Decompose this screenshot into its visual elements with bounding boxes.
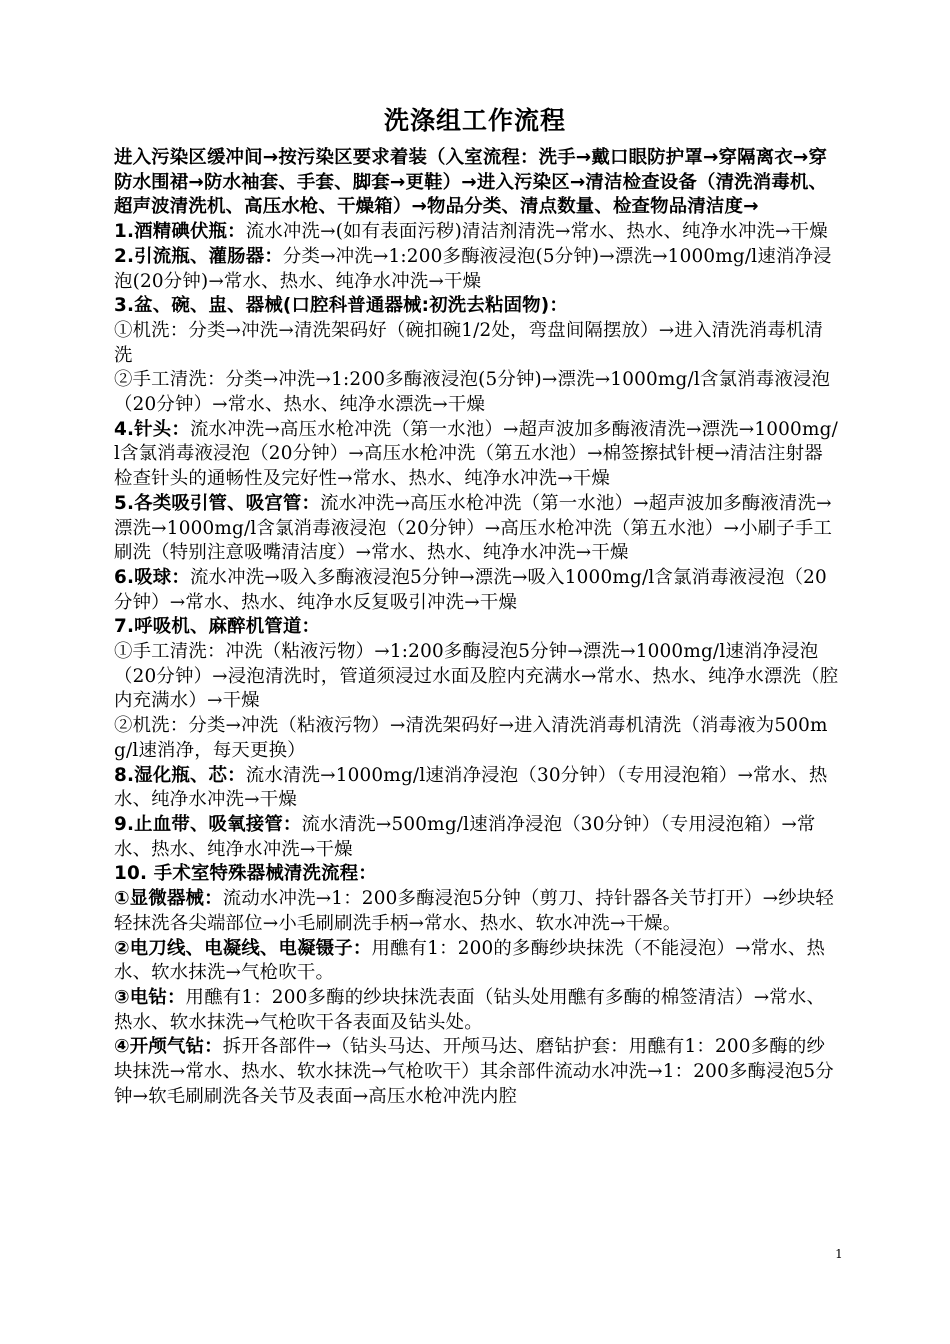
paragraph-heading: 7.呼吸机、麻醉机管道： [114,616,321,638]
paragraph [114,294,840,319]
paragraph-text: 流水冲洗→(如有表面污秽)清洁剂清洗→常水、热水、纯净水冲洗→干燥 [245,221,828,243]
paragraph [114,937,840,986]
paragraph-text: ①手工清洗：冲洗（粘液污物）→1:200多酶浸泡5分钟→漂洗→1000mg/l速消净浸泡（20分钟）→浸泡清洗时，管道须浸过水面及腔内充满水→常水、热水、纯净水漂洗（腔内充满水）→干燥 [114,641,839,712]
paragraph-heading: ③电钻： [114,986,186,1008]
paragraph [114,220,840,245]
document-title: 洗涤组工作流程 [383,106,566,135]
paragraph-heading: 10. 手术室特殊器械清洗流程： [114,863,377,885]
paragraph [114,566,840,615]
paragraph-heading: 9.止血带、吸氧接管： [114,813,302,835]
paragraph [114,986,840,1035]
paragraph-heading: ①显微器械： [114,888,223,910]
paragraph [114,640,840,714]
paragraph-text: 用醮有1：200多酶的纱块抹洗表面（钻头处用醮有多酶的棉签清洁）→常水、热水、软水抹洗→气枪吹干各表面及钻头处。 [114,986,826,1033]
paragraph-text: 流动水冲洗→1：200多酶浸泡5分钟（剪刀、持针器各关节打开）→纱块轻轻抹洗各尖端部位→小毛刷刷洗手柄→常水、热水、软水冲洗→干燥。 [114,888,834,934]
paragraph [114,319,840,368]
paragraph-heading: 5.各类吸引管、吸宫管： [114,492,321,514]
paragraph-text: 用醮有1：200的多酶纱块抹洗（不能浸泡）→常水、热水、软水抹洗→气枪吹干。 [114,937,826,984]
paragraph-heading: ④开颅气钻： [114,1036,223,1058]
paragraph-text: ①机洗：分类→冲洗→清洗架码好（碗扣碗1/2处，弯盘间隔摆放）→进入清洗消毒机清洗 [114,319,824,366]
paragraph-heading: 1.酒精碘伏瓶： [114,221,246,243]
paragraph-heading: 3.盆、碗、盅、器械(口腔科普通器械:初洗去粘固物)： [114,295,568,317]
paragraph [114,245,840,294]
paragraph [114,146,840,220]
paragraph [114,862,840,887]
paragraph [114,813,840,862]
paragraph-text: 流水清洗→500mg/l速消净浸泡（30分钟）（专用浸泡箱）→常水、热水、纯净水冲洗→干燥 [114,813,816,860]
paragraph [114,418,840,492]
paragraph-heading: 8.湿化瓶、芯： [114,764,246,786]
paragraph [114,887,840,936]
page-number: 1 [835,1247,843,1261]
paragraph-text: 流水冲洗→高压水枪冲洗（第一水池）→超声波加多酶液清洗→漂洗→1000mg/l含氯消毒液浸泡（20分钟）→高压水枪冲洗（第五水池）→棉签擦拭针梗→清洁注射器检查针头的通畅性及完好性→常水、热水、纯净水冲洗→干燥 [114,418,838,490]
paragraph-heading: 进入污染区缓冲间→按污染区要求着装（入室流程：洗手→戴口眼防护罩→穿隔离衣→穿防水围裙→防水袖套、手套、脚套→更鞋）→进入污染区→清洁检查设备（清洗消毒机、超声波清洗机、高压水枪、干燥箱）→物品分类、清点数量、检查物品清洁度→ [114,147,828,218]
paragraph [114,492,840,566]
document-body [114,146,840,1109]
paragraph-text: 拆开各部件→（钻头马达、开颅马达、磨钻护套：用醮有1：200多酶的纱块抹洗→常水、热水、软水抹洗→气枪吹干）其余部件流动水冲洗→1：200多酶浸泡5分钟→软毛刷刷洗各关节及表面→高压水枪冲洗内腔 [114,1036,834,1107]
paragraph-text: 流水冲洗→高压水枪冲洗（第一水池）→超声波加多酶液清洗→漂洗→1000mg/l含氯消毒液浸泡（20分钟）→高压水枪冲洗（第五水池）→小刷子手工刷洗（特别注意吸嘴清洁度）→常水、热水、纯净水冲洗→干燥 [114,492,833,564]
paragraph [114,368,840,417]
paragraph [114,615,840,640]
paragraph-text: 流水清洗→1000mg/l速消净浸泡（30分钟）（专用浸泡箱）→常水、热水、纯净水冲洗→干燥 [114,764,828,811]
paragraph-heading: 4.针头： [114,418,190,440]
paragraph [114,714,840,763]
paragraph [114,1035,840,1109]
paragraph-heading: ②电刀线、电凝线、电凝镊子： [114,937,372,959]
paragraph-text: 分类→冲洗→1:200多酶液浸泡(5分钟)→漂洗→1000mg/l速消净浸泡(20分钟)→常水、热水、纯净水冲洗→干燥 [114,245,832,292]
paragraph-heading: 6.吸球： [114,566,190,588]
paragraph-text: 流水冲洗→吸入多酶液浸泡5分钟→漂洗→吸入1000mg/l含氯消毒液浸泡（20分钟）→常水、热水、纯净水反复吸引冲洗→干燥 [114,566,827,613]
paragraph-heading: 2.引流瓶、灌肠器： [114,245,283,267]
paragraph-text: ②手工清洗：分类→冲洗→1:200多酶液浸泡(5分钟)→漂洗→1000mg/l含氯消毒液浸泡（20分钟）→常水、热水、纯净水漂洗→干燥 [114,369,831,416]
paragraph-text: ②机洗：分类→冲洗（粘液污物）→清洗架码好→进入清洗消毒机清洗（消毒液为500mg/l速消净，每天更换） [114,715,828,761]
paragraph [114,764,840,813]
